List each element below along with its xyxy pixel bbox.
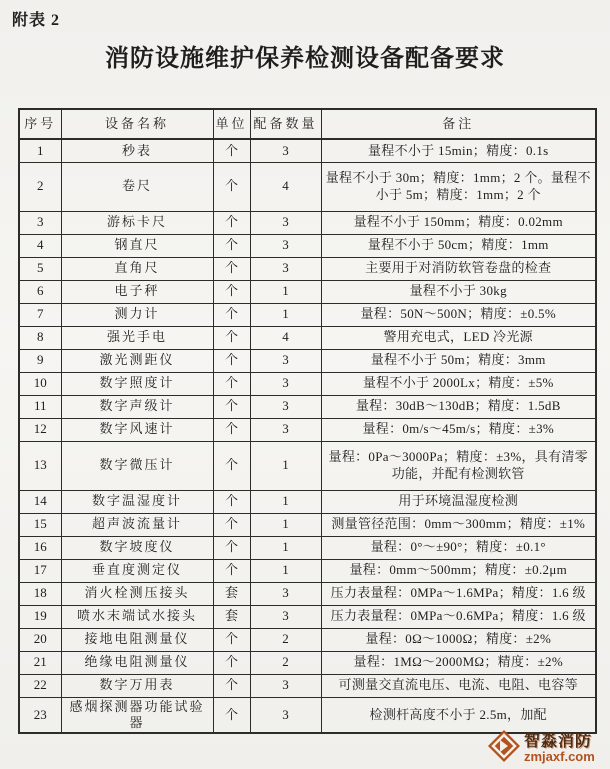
cell-no: 9	[19, 349, 61, 372]
cell-qty: 1	[250, 513, 321, 536]
cell-unit: 个	[213, 674, 250, 697]
cell-unit: 个	[213, 490, 250, 513]
cell-qty: 1	[250, 441, 321, 490]
cell-name: 钢直尺	[61, 234, 213, 257]
cell-remark: 量程不小于 30kg	[321, 280, 596, 303]
cell-no: 2	[19, 162, 61, 211]
table-row	[19, 326, 596, 349]
table-row	[19, 234, 596, 257]
cell-remark: 量程：50N～500N；精度：±0.5%	[321, 303, 596, 326]
cell-name: 激光测距仪	[61, 349, 213, 372]
cell-unit: 个	[213, 418, 250, 441]
header-row	[19, 109, 596, 139]
cell-remark: 量程：0Pa～3000Pa；精度：±3%，具有清零功能，并配有检测软管	[321, 441, 596, 490]
cell-qty: 3	[250, 349, 321, 372]
cell-name: 绝缘电阻测量仪	[61, 651, 213, 674]
header-unit: 单位	[213, 109, 250, 139]
cell-unit: 个	[213, 536, 250, 559]
cell-remark: 量程不小于 30m；精度：1mm；2 个。量程不小于 5m；精度：1mm；2 个	[321, 162, 596, 211]
cell-name: 数字万用表	[61, 674, 213, 697]
table-row	[19, 395, 596, 418]
cell-remark: 量程不小于 50cm；精度：1mm	[321, 234, 596, 257]
table-row	[19, 605, 596, 628]
cell-qty: 3	[250, 211, 321, 234]
cell-remark: 警用充电式，LED 冷光源	[321, 326, 596, 349]
cell-name: 直角尺	[61, 257, 213, 280]
cell-no: 11	[19, 395, 61, 418]
cell-unit: 个	[213, 234, 250, 257]
cell-remark: 主要用于对消防软管卷盘的检查	[321, 257, 596, 280]
cell-no: 8	[19, 326, 61, 349]
table-row	[19, 418, 596, 441]
header-name: 设备名称	[61, 109, 213, 139]
cell-unit: 个	[213, 303, 250, 326]
cell-qty: 3	[250, 418, 321, 441]
cell-unit: 个	[213, 395, 250, 418]
page-tag: 附表 2	[12, 12, 61, 29]
cell-remark: 检测杆高度不小于 2.5m，加配	[321, 697, 596, 733]
cell-qty: 1	[250, 490, 321, 513]
table-header	[19, 109, 596, 139]
table-row	[19, 559, 596, 582]
cell-name: 游标卡尺	[61, 211, 213, 234]
cell-no: 1	[19, 139, 61, 162]
cell-qty: 2	[250, 628, 321, 651]
cell-no: 14	[19, 490, 61, 513]
cell-no: 22	[19, 674, 61, 697]
cell-qty: 4	[250, 326, 321, 349]
cell-remark: 量程：0Ω～1000Ω；精度：±2%	[321, 628, 596, 651]
cell-qty: 1	[250, 536, 321, 559]
cell-remark: 量程不小于 15min；精度：0.1s	[321, 139, 596, 162]
cell-qty: 3	[250, 605, 321, 628]
cell-remark: 量程：1MΩ～2000MΩ；精度：±2%	[321, 651, 596, 674]
table-row	[19, 139, 596, 162]
table-row	[19, 349, 596, 372]
cell-remark: 测量管径范围：0mm～300mm；精度：±1%	[321, 513, 596, 536]
cell-name: 喷水末端试水接头	[61, 605, 213, 628]
table-row	[19, 303, 596, 326]
cell-remark: 用于环境温湿度检测	[321, 490, 596, 513]
cell-name: 秒表	[61, 139, 213, 162]
cell-no: 18	[19, 582, 61, 605]
cell-unit: 个	[213, 441, 250, 490]
table-row	[19, 372, 596, 395]
cell-unit: 个	[213, 257, 250, 280]
watermark-url: zmjaxf.com	[524, 749, 595, 764]
cell-remark: 量程不小于 2000Lx；精度：±5%	[321, 372, 596, 395]
cell-no: 4	[19, 234, 61, 257]
cell-name: 数字坡度仪	[61, 536, 213, 559]
cell-name: 接地电阻测量仪	[61, 628, 213, 651]
site-watermark	[486, 729, 604, 768]
cell-unit: 套	[213, 605, 250, 628]
cell-qty: 4	[250, 162, 321, 211]
table-row	[19, 211, 596, 234]
cell-qty: 2	[250, 651, 321, 674]
cell-remark: 量程：0°～±90°；精度：±0.1°	[321, 536, 596, 559]
cell-name: 数字照度计	[61, 372, 213, 395]
cell-unit: 个	[213, 162, 250, 211]
cell-no: 3	[19, 211, 61, 234]
cell-no: 7	[19, 303, 61, 326]
table-row	[19, 162, 596, 211]
cell-name: 强光手电	[61, 326, 213, 349]
table-row	[19, 280, 596, 303]
equipment-table	[18, 108, 597, 734]
cell-no: 10	[19, 372, 61, 395]
cell-qty: 1	[250, 303, 321, 326]
cell-name: 数字温湿度计	[61, 490, 213, 513]
cell-remark: 量程：30dB～130dB；精度：1.5dB	[321, 395, 596, 418]
cell-unit: 个	[213, 628, 250, 651]
cell-qty: 3	[250, 372, 321, 395]
table-row	[19, 651, 596, 674]
cell-unit: 个	[213, 211, 250, 234]
cell-qty: 3	[250, 234, 321, 257]
cell-remark: 量程不小于 50m；精度：3mm	[321, 349, 596, 372]
cell-name: 消火栓测压接头	[61, 582, 213, 605]
cell-unit: 个	[213, 651, 250, 674]
cell-qty: 3	[250, 139, 321, 162]
cell-no: 17	[19, 559, 61, 582]
cell-qty: 3	[250, 257, 321, 280]
cell-no: 21	[19, 651, 61, 674]
table-row	[19, 582, 596, 605]
header-remark: 备注	[321, 109, 596, 139]
cell-unit: 个	[213, 697, 250, 733]
cell-no: 15	[19, 513, 61, 536]
cell-unit: 个	[213, 372, 250, 395]
header-qty: 配备数量	[250, 109, 321, 139]
cell-qty: 3	[250, 697, 321, 733]
table-row	[19, 674, 596, 697]
cell-unit: 个	[213, 280, 250, 303]
table-row	[19, 536, 596, 559]
cell-remark: 量程：0m/s～45m/s；精度：±3%	[321, 418, 596, 441]
cell-remark: 量程不小于 150mm；精度：0.02mm	[321, 211, 596, 234]
cell-name: 电子秤	[61, 280, 213, 303]
cell-no: 19	[19, 605, 61, 628]
table-row	[19, 441, 596, 490]
cell-qty: 1	[250, 280, 321, 303]
page-title: 消防设施维护保养检测设备配备要求	[105, 46, 505, 72]
cell-name: 数字微压计	[61, 441, 213, 490]
cell-unit: 套	[213, 582, 250, 605]
cell-no: 16	[19, 536, 61, 559]
cell-no: 23	[19, 697, 61, 733]
table-row	[19, 490, 596, 513]
table-row	[19, 628, 596, 651]
cell-no: 5	[19, 257, 61, 280]
cell-remark: 可测量交直流电压、电流、电阻、电容等	[321, 674, 596, 697]
cell-no: 6	[19, 280, 61, 303]
cell-remark: 压力表量程：0MPa～0.6MPa；精度：1.6 级	[321, 605, 596, 628]
cell-no: 20	[19, 628, 61, 651]
cell-no: 13	[19, 441, 61, 490]
table-row	[19, 257, 596, 280]
cell-remark: 压力表量程：0MPa～1.6MPa；精度：1.6 级	[321, 582, 596, 605]
cell-unit: 个	[213, 349, 250, 372]
cell-unit: 个	[213, 326, 250, 349]
header-no: 序号	[19, 109, 61, 139]
cell-remark: 量程：0mm～500mm；精度：±0.2μm	[321, 559, 596, 582]
cell-name: 感烟探测器功能试验器	[61, 697, 213, 733]
cell-name: 垂直度测定仪	[61, 559, 213, 582]
cell-unit: 个	[213, 559, 250, 582]
brand-diamond-icon	[486, 728, 522, 769]
table-row	[19, 513, 596, 536]
cell-qty: 3	[250, 395, 321, 418]
cell-qty: 3	[250, 674, 321, 697]
cell-unit: 个	[213, 139, 250, 162]
cell-qty: 1	[250, 559, 321, 582]
cell-name: 数字风速计	[61, 418, 213, 441]
equipment-table-body	[19, 139, 596, 733]
watermark-brand: 智淼消防	[524, 733, 593, 750]
cell-unit: 个	[213, 513, 250, 536]
watermark-text	[524, 733, 595, 764]
cell-name: 数字声级计	[61, 395, 213, 418]
cell-name: 卷尺	[61, 162, 213, 211]
cell-name: 超声波流量计	[61, 513, 213, 536]
cell-no: 12	[19, 418, 61, 441]
cell-qty: 3	[250, 582, 321, 605]
cell-name: 测力计	[61, 303, 213, 326]
